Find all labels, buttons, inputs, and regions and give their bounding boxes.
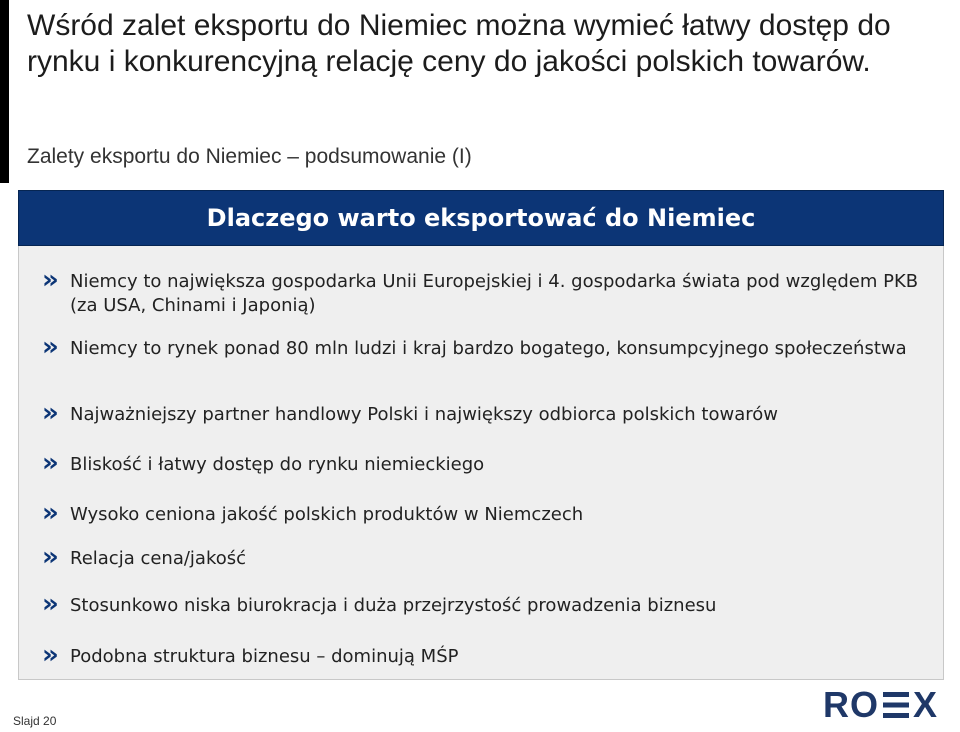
bullet-text: Niemcy to największa gospodarka Unii Europejskiej i 4. gospodarka świata pod względem PKB (za USA, Chinami i Japonią)	[70, 271, 919, 316]
slide-number: Slajd 20	[13, 714, 57, 728]
bullet-text: Bliskość i łatwy dostęp do rynku niemieckiego	[70, 454, 485, 475]
roex-logo	[823, 684, 938, 726]
chevron-icon: »	[42, 398, 55, 428]
bullet-text: Najważniejszy partner handlowy Polski i największy odbiorca polskich towarów	[70, 404, 778, 425]
bullet-item	[42, 448, 922, 478]
left-accent-bar	[0, 0, 9, 183]
bullet-item	[42, 498, 922, 528]
bullet-text: Stosunkowo niska biurokracja i duża przejrzystość prowadzenia biznesu	[70, 595, 717, 616]
bullet-item	[42, 332, 922, 362]
logo-text-left: RO	[823, 684, 879, 725]
chevron-icon: »	[42, 265, 55, 295]
bullet-item	[42, 640, 922, 670]
logo-text-right: X	[913, 684, 939, 725]
chevron-icon: »	[42, 332, 55, 362]
bullet-text: Podobna struktura biznesu – dominują MŚP	[70, 646, 459, 667]
slide-title: Wśród zalet eksportu do Niemiec można wymieć łatwy dostęp do rynku i konkurencyjną relację ceny do jakości polskich towarów.	[27, 9, 891, 78]
bullet-item	[42, 265, 922, 318]
chevron-icon: »	[42, 448, 55, 478]
chevron-icon: »	[42, 542, 55, 572]
ex-bars-icon	[881, 688, 911, 722]
slide-subtitle: Zalety eksportu do Niemiec – podsumowanie (I)	[27, 145, 472, 168]
chevron-icon: »	[42, 640, 55, 670]
bullet-text: Wysoko ceniona jakość polskich produktów w Niemczech	[70, 504, 584, 525]
bullet-text: Relacja cena/jakość	[70, 548, 247, 569]
chevron-icon: »	[42, 498, 55, 528]
bullet-item	[42, 589, 922, 619]
bullet-text: Niemcy to rynek ponad 80 mln ludzi i kraj bardzo bogatego, konsumpcyjnego społeczeństwa	[70, 338, 907, 359]
chevron-icon: »	[42, 589, 55, 619]
box-header: Dlaczego warto eksportować do Niemiec	[18, 190, 944, 246]
bullet-item	[42, 398, 922, 428]
bullet-item	[42, 542, 922, 572]
